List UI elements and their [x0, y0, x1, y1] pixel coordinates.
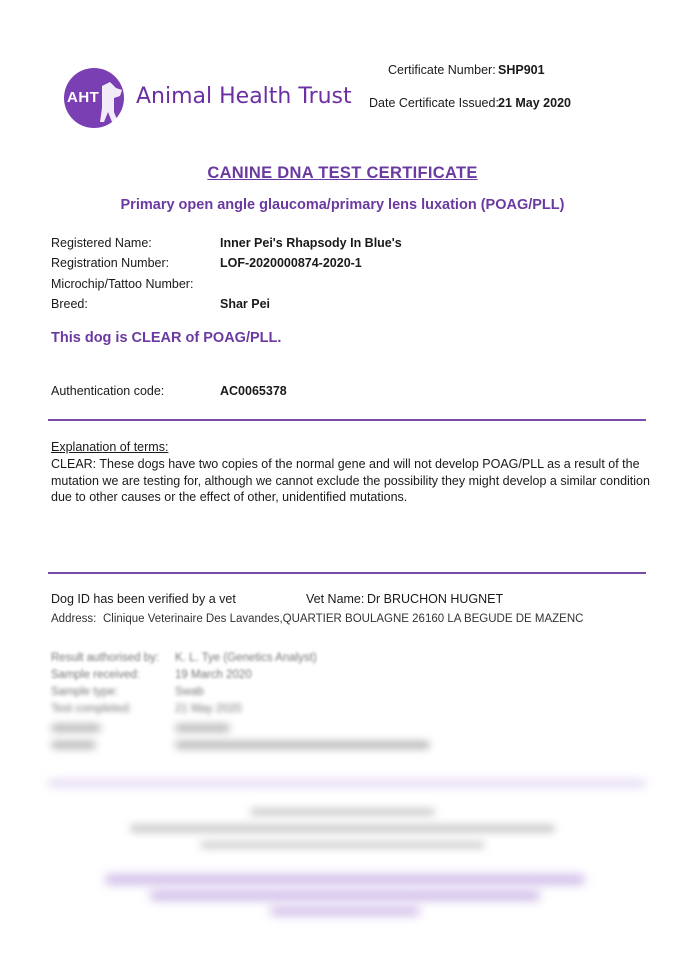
logo-abbreviation: AHT: [67, 89, 100, 106]
sample-type-value: Swab: [175, 686, 204, 698]
registered-name-value: Inner Pei's Rhapsody In Blue's: [220, 236, 402, 250]
blurred-text: [200, 841, 485, 849]
explanation-text: CLEAR: These dogs have two copies of the normal gene and will not develop POAG/PLL as a result of the mutation we are testing for, although we cannot exclude the possibility they might develop a similar condition due to other causes or the effect of other, unidentified mutations.: [51, 457, 650, 504]
auth-code-label: Authentication code:: [51, 384, 165, 398]
dog-silhouette-icon: [98, 82, 124, 126]
vet-address-label: Address:: [51, 613, 97, 625]
authorised-by-label: Result authorised by:: [51, 652, 160, 664]
divider: [48, 419, 646, 421]
blurred-text: [51, 724, 101, 732]
microchip-label: Microchip/Tattoo Number:: [51, 277, 194, 291]
sample-received-value: 19 March 2020: [175, 669, 252, 681]
registered-name-label: Registered Name:: [51, 236, 152, 250]
blurred-text: [130, 824, 555, 833]
test-completed-label: Test completed:: [51, 703, 132, 715]
registration-number-label: Registration Number:: [51, 256, 170, 270]
date-issued: 21 May 2020: [498, 96, 571, 110]
blurred-text: [250, 808, 435, 816]
cert-number-label: Certificate Number:: [388, 63, 496, 77]
blurred-text: [175, 741, 430, 749]
result-statement: This dog is CLEAR of POAG/PLL.: [51, 330, 282, 346]
vet-name-label: Vet Name:: [306, 592, 365, 606]
blurred-footer-text: [105, 875, 585, 884]
auth-code-value: AC0065378: [220, 384, 287, 398]
certificate-title: CANINE DNA TEST CERTIFICATE: [207, 164, 478, 182]
blurred-divider: [48, 781, 646, 786]
blurred-text: [51, 741, 96, 749]
vet-name: Dr BRUCHON HUGNET: [367, 592, 504, 606]
breed-value: Shar Pei: [220, 297, 271, 311]
breed-label: Breed:: [51, 297, 88, 311]
registration-number-value: LOF-2020000874-2020-1: [220, 256, 362, 270]
test-completed-value: 21 May 2020: [175, 703, 242, 715]
vet-verified-text: Dog ID has been verified by a vet: [51, 592, 236, 606]
blurred-text: [175, 724, 230, 732]
date-issued-label: Date Certificate Issued:: [369, 96, 499, 110]
authorised-by-value: K. L. Tye (Genetics Analyst): [175, 652, 317, 664]
blurred-footer-text: [270, 907, 420, 915]
certificate-subtitle: Primary open angle glaucoma/primary lens luxation (POAG/PLL): [120, 197, 565, 213]
blurred-footer-text: [150, 891, 540, 900]
explanation-title: Explanation of terms:: [51, 440, 169, 454]
cert-number: SHP901: [498, 63, 545, 77]
vet-address: Clinique Veterinaire Des Lavandes,QUARTIER BOULAGNE 26160 LA BEGUDE DE MAZENC: [103, 613, 584, 625]
sample-type-label: Sample type:: [51, 686, 119, 698]
organisation-name: Animal Health Trust: [136, 84, 352, 109]
sample-received-label: Sample received:: [51, 669, 140, 681]
divider: [48, 572, 646, 574]
